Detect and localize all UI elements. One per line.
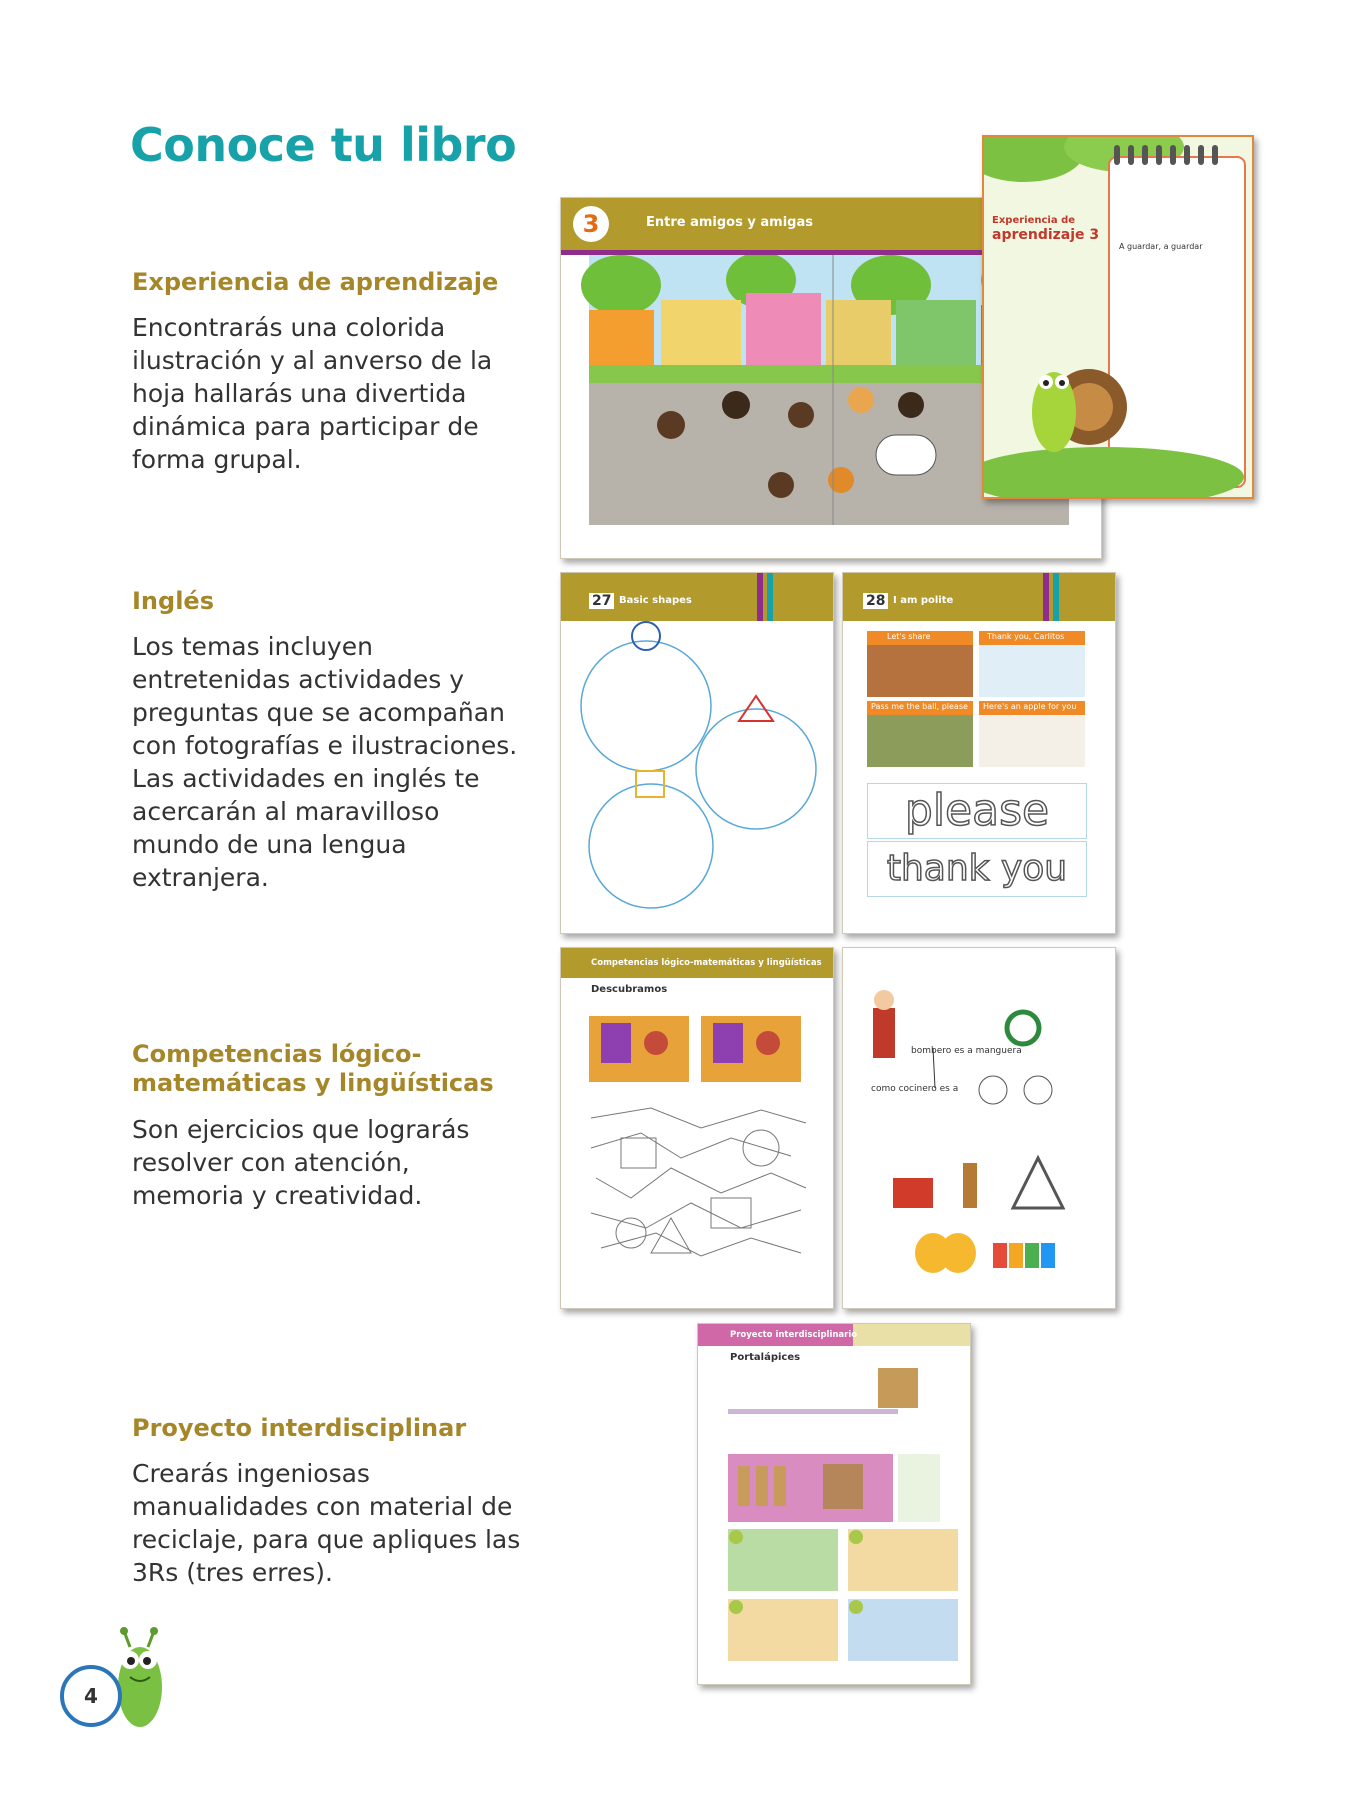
- trace-word-please: please: [904, 785, 1050, 836]
- english-basic-shapes-thumbnail: [560, 572, 834, 934]
- section-heading: Experiencia de aprendizaje: [132, 268, 499, 296]
- photo-caption-bar: [979, 631, 1085, 645]
- section-heading: Competencias lógico-matemáticas y lingüísticas: [132, 1040, 494, 1098]
- experience-badge: 3: [573, 206, 609, 242]
- trace-box: [867, 783, 1087, 839]
- section-body: Son ejercicios que lograrás resolver con atención, memoria y creatividad.: [132, 1114, 470, 1210]
- card-background: [984, 137, 1252, 497]
- card-title-line1: Experiencia de: [992, 215, 1076, 226]
- photo-caption-bar: [867, 701, 973, 715]
- trace-box: [867, 841, 1087, 897]
- proj-illustrations: [698, 1354, 970, 1684]
- comp-header: Competencias lógico-matemáticas y lingüísticas: [591, 958, 822, 968]
- spiral-rings: [1114, 145, 1244, 159]
- card-side-title: A guardar, a guardar: [1119, 242, 1203, 251]
- section-experiencia: [132, 268, 532, 476]
- section-proyecto: [132, 1414, 532, 1589]
- page-title: Conoce tu libro: [130, 118, 517, 172]
- lesson-title: Basic shapes: [619, 595, 692, 606]
- lesson-number: 28: [863, 593, 888, 609]
- photo-apple: [979, 715, 1085, 767]
- lesson-number: 27: [589, 593, 614, 609]
- comp-analogy-1: bombero es a manguera: [911, 1046, 1022, 1056]
- spread-title: Entre amigos y amigas: [646, 215, 813, 230]
- comp-illustrations: [561, 998, 833, 1308]
- page-number: 4: [84, 1684, 98, 1708]
- competencias-left-thumbnail: [560, 947, 834, 1309]
- section-heading: Proyecto interdisciplinar: [132, 1414, 467, 1442]
- competencias-right-thumbnail: [842, 947, 1116, 1309]
- photo-caption: Let's share: [887, 632, 931, 641]
- photo-caption: Here's an apple for you: [983, 702, 1077, 711]
- english-polite-thumbnail: [842, 572, 1116, 934]
- page-number-badge: [60, 1665, 122, 1727]
- photo-caption-bar: [867, 631, 973, 645]
- photo-thank-you: [979, 645, 1085, 697]
- comp-analogy-2: como cocinero es a: [871, 1084, 959, 1094]
- section-body: Crearás ingeniosas manualidades con material de reciclaje, para que apliques las 3Rs (tres erres).: [132, 1459, 521, 1588]
- proyecto-thumbnail: [697, 1323, 971, 1685]
- experience-card-thumbnail: [982, 135, 1254, 499]
- photo-caption: Pass me the ball, please: [871, 702, 968, 711]
- lesson-title: I am polite: [893, 595, 954, 606]
- proj-title: Portalápices: [730, 1352, 801, 1363]
- comp-title: Descubramos: [591, 984, 668, 995]
- trace-word-thank-you: thank you: [886, 848, 1068, 889]
- photo-caption-bar: [979, 701, 1085, 715]
- proj-header: Proyecto interdisciplinario: [730, 1330, 858, 1340]
- section-body: Los temas incluyen entretenidas actividades y preguntas que se acompañan con fotografías e ilustraciones. Las actividades en inglés te acercarán al maravilloso mundo de una lengua extranjera.: [132, 632, 518, 893]
- section-heading: Inglés: [132, 587, 214, 615]
- photo-caption: Thank you, Carlitos: [987, 632, 1065, 641]
- section-competencias: [132, 1040, 522, 1212]
- section-body: Encontrarás una colorida ilustración y al anverso de la hoja hallarás una divertida dinámica para participar de forma grupal.: [132, 313, 493, 475]
- card-title-line2: aprendizaje 3: [992, 227, 1100, 243]
- photo-children-sharing: [867, 645, 973, 697]
- section-ingles: [132, 587, 532, 894]
- comp-right-illustrations: [843, 948, 1115, 1308]
- shapes-illustration: [561, 621, 833, 921]
- photo-pass-ball: [867, 715, 973, 767]
